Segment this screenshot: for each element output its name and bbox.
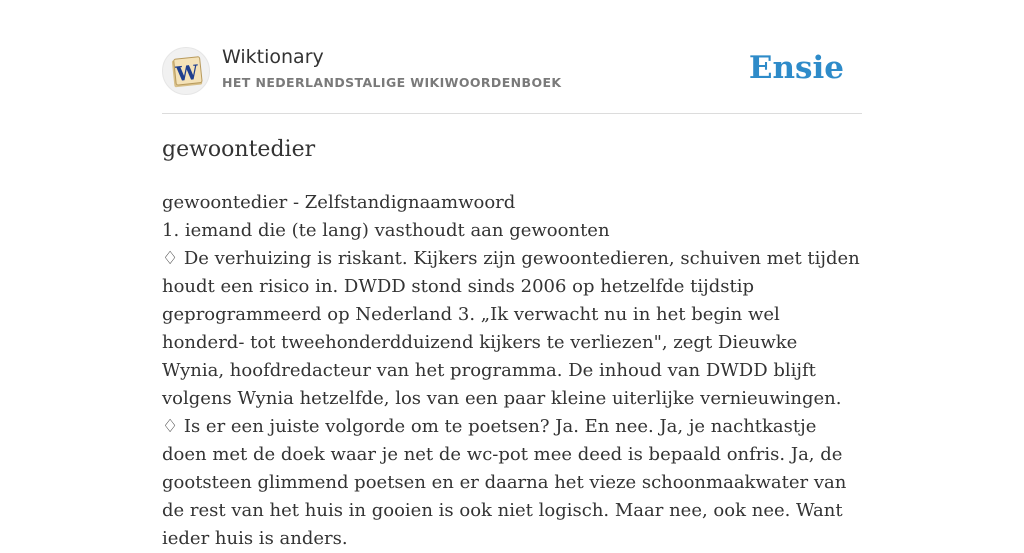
wiktionary-logo[interactable] bbox=[162, 47, 210, 95]
site-subtitle: HET NEDERLANDSTALIGE WIKIWOORDENBOEK bbox=[222, 75, 562, 90]
page-title: gewoontedier bbox=[162, 137, 316, 162]
entry-content bbox=[162, 189, 864, 553]
definition-heading: gewoontedier - Zelfstandignaamwoord bbox=[162, 192, 516, 213]
logo-letter: W bbox=[174, 59, 200, 87]
wiktionary-tile-icon bbox=[167, 52, 207, 92]
example-quote: ♢ Is er een juiste volgorde om te poetsen? Ja. En nee. Ja, je nachtkastje doen met de doek waar je net de wc-pot mee deed is bepaald onfris. Ja, de gootsteen glimmend poetsen en er daarna het vieze schoonmaakwater van de rest van het huis in gooien is ook niet logisch. Maar nee, ook nee. Want ieder huis is anders. bbox=[162, 416, 847, 549]
site-header bbox=[162, 40, 862, 114]
example-quote: ♢ De verhuizing is riskant. Kijkers zijn gewoontedieren, schuiven met tijden houdt een risico in. DWDD stond sinds 2006 op hetzelfde tijdstip geprogrammeerd op Nederland 3. „Ik verwacht nu in het begin wel honderd- tot tweehonderdduizend kijkers te verliezen", zegt Dieuwke Wynia, hoofdredacteur van het programma. De inhoud van DWDD blijft volgens Wynia hetzelfde, los van een paar kleine uiterlijke vernieuwingen. bbox=[162, 248, 860, 409]
definition: 1. iemand die (te lang) vasthoudt aan gewoonten bbox=[162, 220, 610, 241]
site-title[interactable]: Wiktionary bbox=[222, 46, 324, 68]
ensie-brand-link[interactable]: Ensie bbox=[748, 50, 844, 86]
